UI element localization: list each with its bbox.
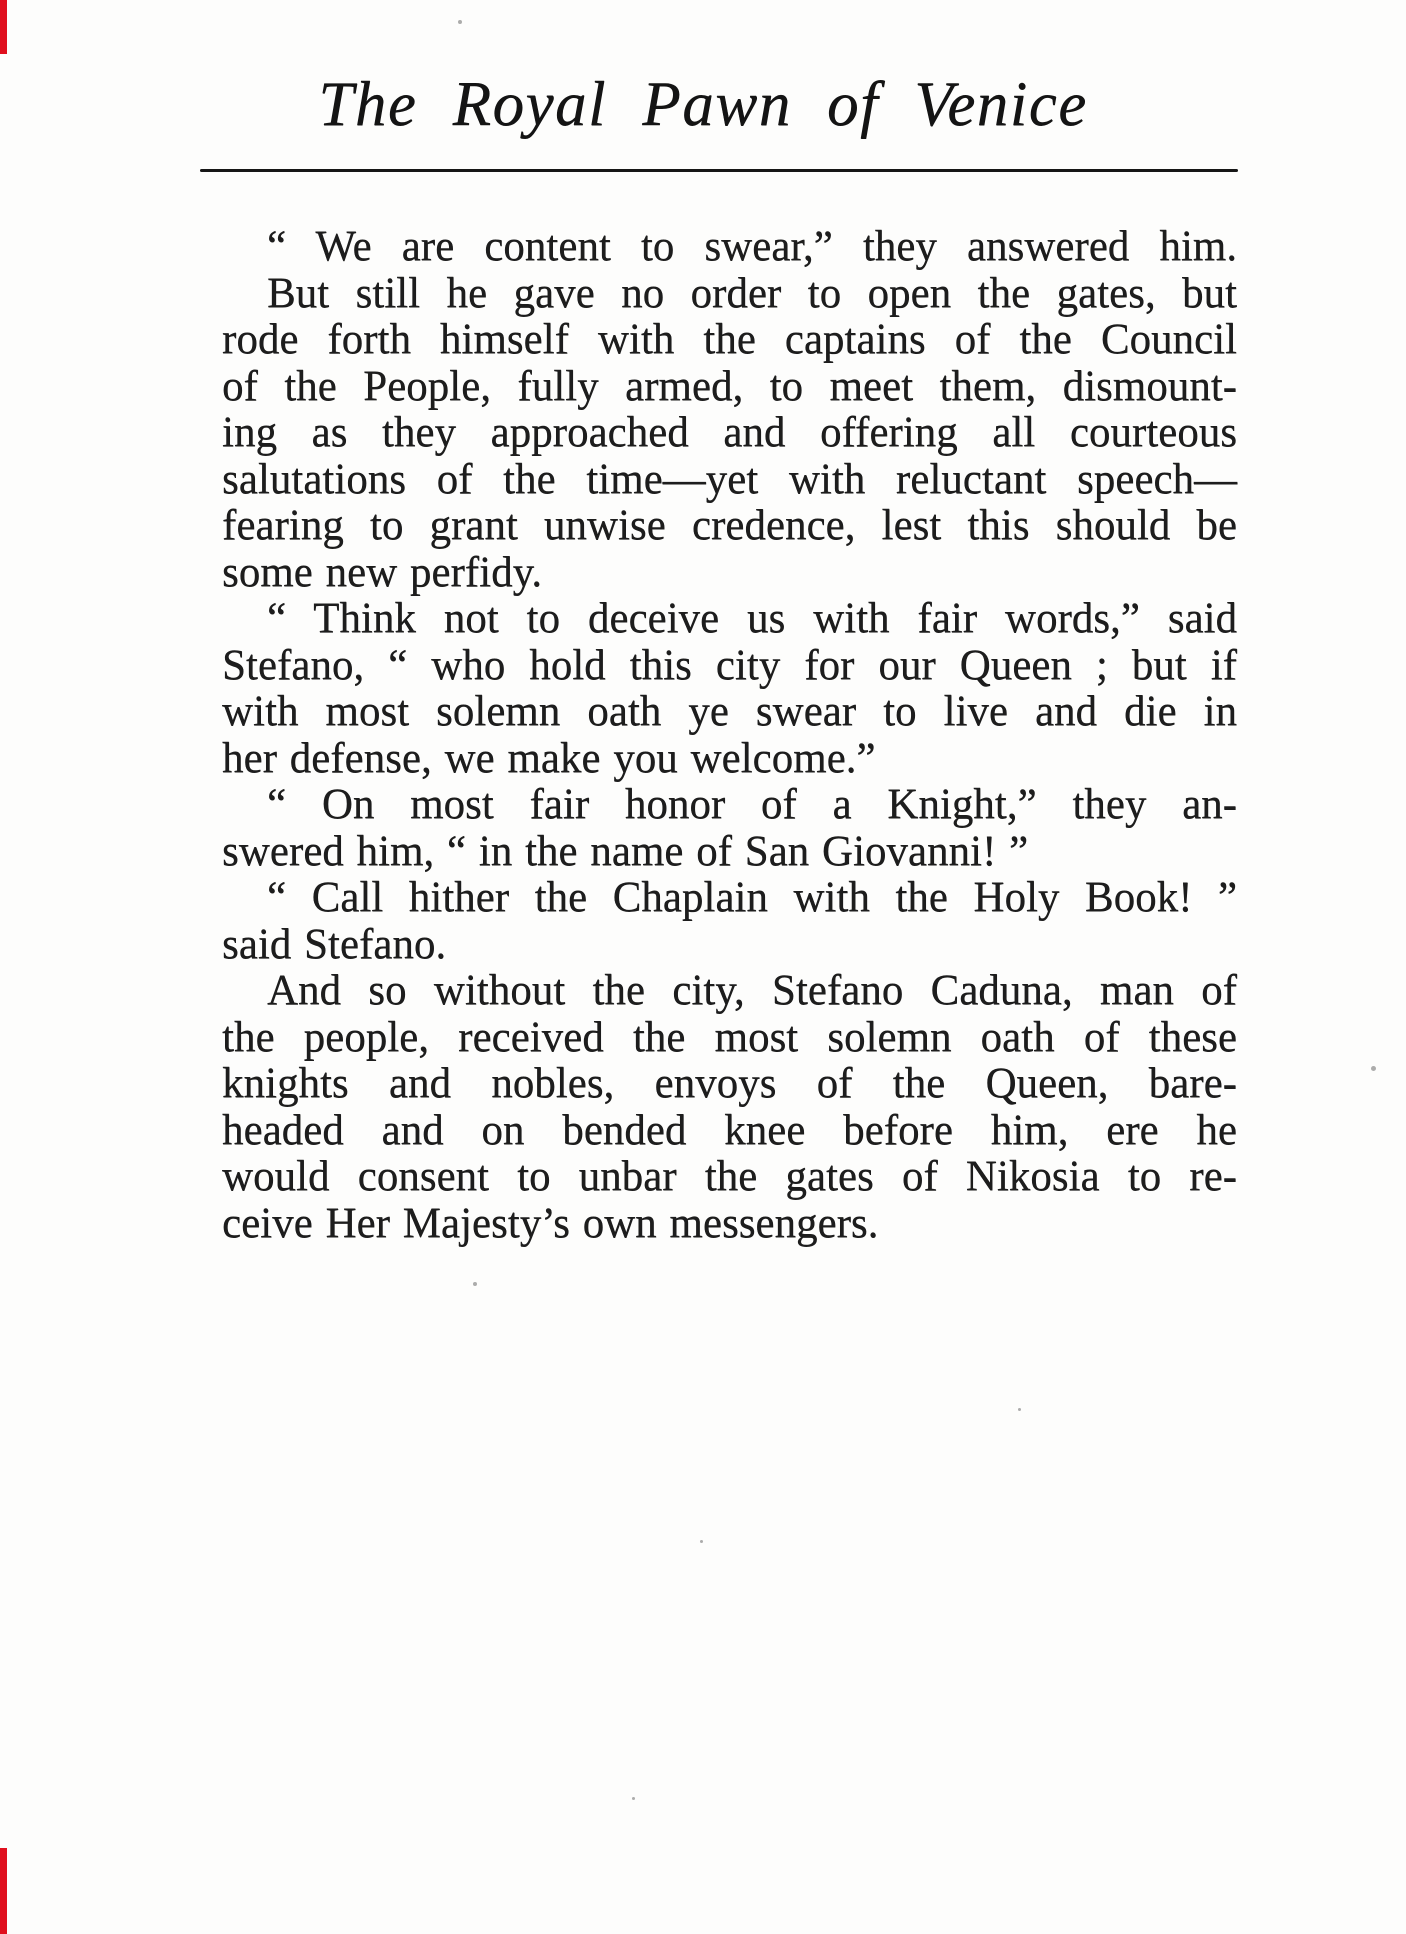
scan-edge-mark <box>0 1848 7 1934</box>
text-line: “ Call hither the Chaplain with the Holy Book! ” <box>267 874 1237 921</box>
text-line: fearing to grant unwise credence, lest this should be <box>222 502 1237 549</box>
scan-speck <box>1018 1408 1021 1411</box>
scan-edge-mark <box>0 0 7 54</box>
scan-speck <box>458 20 462 24</box>
text-line: And so without the city, Stefano Caduna, man of <box>267 967 1237 1014</box>
text-line: said Stefano. <box>222 920 447 968</box>
scan-speck <box>632 1797 635 1800</box>
text-line: headed and on bended knee before him, ere he <box>222 1106 1237 1154</box>
text-line: swered him, “ in the name of San Giovanni! ” <box>222 827 1029 875</box>
text-line: would consent to unbar the gates of Nikosia to re- <box>222 1153 1237 1200</box>
text-line: “ We are content to swear,” they answered him. <box>267 223 1237 270</box>
text-line: But still he gave no order to open the gates, but <box>267 269 1237 317</box>
text-line: “ On most fair honor of a Knight,” they an- <box>267 781 1237 828</box>
scan-speck <box>700 1540 703 1543</box>
text-line: of the People, fully armed, to meet them, dismount- <box>222 362 1237 410</box>
text-line: some new perfidy. <box>222 548 543 596</box>
text-line: ing as they approached and offering all courteous <box>222 409 1237 456</box>
text-line: salutations of the time—yet with reluctant speech— <box>222 455 1237 503</box>
text-line: ceive Her Majesty’s own messengers. <box>222 1199 879 1247</box>
text-line: her defense, we make you welcome.” <box>222 734 876 782</box>
text-line: Stefano, “ who hold this city for our Queen ; but if <box>222 641 1237 689</box>
running-head-title: The Royal Pawn of Venice <box>318 69 1088 139</box>
scan-speck <box>473 1282 477 1286</box>
text-line: with most solemn oath ye swear to live and die in <box>222 688 1237 735</box>
text-line: rode forth himself with the captains of the Council <box>222 316 1237 363</box>
header-rule <box>200 169 1238 172</box>
text-line: “ Think not to deceive us with fair words,” said <box>267 595 1237 642</box>
text-line: knights and nobles, envoys of the Queen, bare- <box>222 1060 1237 1107</box>
body-text <box>222 224 1237 1247</box>
scan-speck <box>1371 1066 1376 1071</box>
text-line: the people, received the most solemn oath of these <box>222 1013 1237 1061</box>
